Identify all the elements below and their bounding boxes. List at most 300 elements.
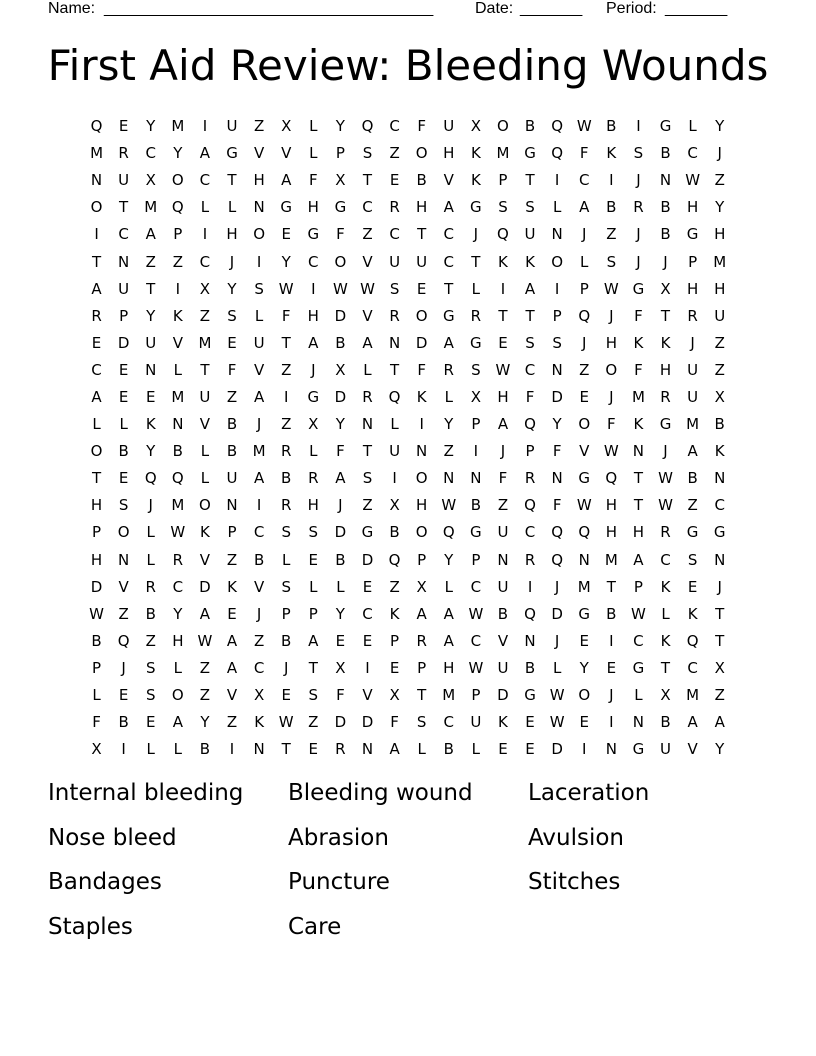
grid-cell: J [609,686,614,705]
grid-cell: Z [389,144,400,163]
grid-cell: U [389,252,401,271]
grid-cell: P [579,279,589,298]
grid-cell: N [714,469,726,488]
grid-row [83,465,734,492]
grid-cell: K [470,171,481,190]
grid-cell: Z [497,496,509,515]
grid-cell: D [334,713,347,732]
grid-cell: S [227,306,237,325]
grid-cell: L [119,415,128,434]
grid-cell: D [334,387,347,406]
grid-cell: V [199,550,211,569]
grid-cell: U [389,442,401,461]
grid-cell: X [199,279,211,298]
grid-cell: B [253,550,265,569]
grid-cell: K [633,333,644,352]
grid-cell: K [145,415,156,434]
grid-cell: O [117,523,130,542]
grid-cell: F [336,225,345,244]
grid-cell: M [252,442,266,461]
grid-cell: G [632,740,645,759]
grid-cell: L [200,442,210,461]
grid-cell: U [226,469,238,488]
grid-cell: Z [714,171,725,190]
grid-cell: H [605,496,617,515]
grid-cell: O [415,469,428,488]
grid-cell: C [362,198,373,217]
grid-cell: Q [171,198,184,217]
grid-cell: F [607,415,616,434]
grid-cell: Z [145,252,156,271]
grid-cell: E [145,387,156,406]
grid-cell: E [281,686,291,705]
grid-cell: T [417,225,427,244]
grid-cell: O [605,360,618,379]
grid-cell: P [633,577,643,596]
grid-cell: Z [308,713,319,732]
grid-cell: S [498,198,508,217]
grid-cell: T [417,686,427,705]
grid-cell: Y [146,117,156,136]
word-list-item: Avulsion [528,824,624,851]
grid-cell: N [659,171,672,190]
grid-cell: G [578,469,591,488]
grid-cell: J [636,252,641,271]
grid-cell: N [145,360,157,379]
grid-cell: L [173,360,182,379]
grid-cell: I [229,740,235,759]
grid-cell: C [253,523,265,542]
grid-cell: R [470,306,482,325]
grid-cell: J [229,252,235,271]
grid-cell: W [549,713,565,732]
name-label: Name: [48,0,96,17]
grid-cell: K [200,523,210,542]
grid-cell: V [253,360,265,379]
grid-cell: L [146,523,155,542]
grid-cell: N [90,171,103,190]
date-label: Date: [475,0,514,17]
grid-cell: X [253,686,265,705]
grid-cell: M [90,144,104,163]
grid-cell: O [497,117,509,136]
grid-cell: E [227,333,237,352]
grid-cell: V [253,144,265,163]
grid-cell: U [660,740,671,759]
grid-cell: R [443,360,454,379]
grid-cell: M [686,686,700,705]
grid-cell: S [254,279,264,298]
grid-cell: S [606,252,617,271]
grid-cell: G [334,198,347,217]
grid-cell: H [659,360,672,379]
grid-cell: A [443,631,454,650]
grid-cell: L [92,415,101,434]
grid-cell: O [551,252,564,271]
grid-cell: N [605,740,617,759]
grid-cell: Q [578,523,591,542]
grid-cell: I [202,117,208,136]
grid-cell: X [714,658,725,677]
grid-cell: Z [714,360,725,379]
grid-cell: I [94,225,99,244]
grid-cell: A [633,550,644,569]
grid-cell: B [443,740,454,759]
grid-cell: S [281,577,291,596]
grid-cell: A [389,740,400,759]
grid-cell: I [175,279,181,298]
grid-cell: O [578,415,591,434]
grid-row [83,628,734,655]
grid-cell: O [90,442,103,461]
grid-cell: G [659,117,672,136]
grid-cell: Q [388,550,401,569]
grid-cell: A [308,333,319,352]
grid-cell: N [226,496,238,515]
grid-cell: Z [714,333,725,352]
grid-cell: Z [714,686,725,705]
grid-cell: P [471,550,481,569]
period-label: Period: [606,0,657,17]
grid-cell: Z [226,713,238,732]
grid-cell: B [714,415,725,434]
grid-cell: L [634,686,643,705]
grid-cell: J [663,442,668,461]
grid-cell: V [118,577,129,596]
grid-cell: A [524,279,536,298]
grid-cell: S [118,496,129,515]
grid-cell: B [281,631,292,650]
grid-cell: E [362,631,373,650]
grid-cell: L [309,577,318,596]
grid-cell: X [416,577,427,596]
grid-cell: Z [362,496,373,515]
grid-cell: G [470,198,482,217]
grid-cell: L [227,198,237,217]
grid-cell: X [470,387,481,406]
grid-cell: Z [606,225,617,244]
grid-cell: V [443,171,454,190]
grid-cell: Z [281,360,292,379]
grid-cell: W [685,171,701,190]
grid-cell: H [605,523,617,542]
grid-cell: M [198,333,212,352]
grid-cell: Q [144,469,157,488]
grid-cell: J [256,604,262,623]
grid-cell: X [660,279,671,298]
grid-cell: N [578,550,590,569]
grid-cell: E [579,387,589,406]
grid-cell: Q [524,415,536,434]
grid-cell: K [389,604,400,623]
grid-cell: I [554,171,560,190]
grid-cell: J [554,631,560,650]
grid-cell: E [118,387,129,406]
grid-cell: Y [715,117,725,136]
grid-cell: L [92,686,101,705]
grid-cell: B [118,442,129,461]
grid-cell: P [417,658,427,677]
grid-cell: I [311,279,316,298]
grid-cell: T [633,496,643,515]
grid-cell: N [388,333,401,352]
grid-cell: Z [118,604,129,623]
grid-cell: I [392,469,397,488]
grid-cell: X [389,686,400,705]
grid-cell: M [686,415,700,434]
word-search-grid [83,113,734,763]
grid-cell: N [253,740,265,759]
grid-cell: L [309,117,318,136]
grid-cell: W [495,360,511,379]
grid-cell: T [715,604,725,623]
grid-cell: R [172,550,184,569]
grid-cell: V [172,333,183,352]
word-list-item: Puncture [288,869,390,895]
grid-cell: Q [90,117,103,136]
grid-cell: P [173,225,183,244]
grid-cell: B [145,604,156,623]
grid-cell: J [663,252,668,271]
grid-cell: H [416,198,428,217]
grid-cell: M [631,387,645,406]
grid-cell: G [280,198,293,217]
grid-cell: A [172,713,183,732]
grid-cell: Q [551,523,564,542]
grid-cell: L [309,442,318,461]
grid-cell: O [415,144,428,163]
date-line: _______ [520,0,583,17]
grid-row [83,736,734,763]
grid-cell: E [498,740,508,759]
grid-cell: C [91,360,102,379]
grid-cell: J [636,171,641,190]
grid-cell: W [278,713,294,732]
grid-cell: S [281,523,291,542]
grid-row [83,438,734,465]
grid-cell: A [687,713,698,732]
grid-cell: C [199,252,211,271]
grid-cell: I [256,496,262,515]
grid-cell: P [688,252,698,271]
grid-cell: L [417,740,426,759]
grid-row [83,519,734,546]
grid-row [83,303,734,330]
grid-row [83,276,734,303]
grid-cell: J [609,387,614,406]
grid-cell: J [500,442,506,461]
grid-row [83,682,734,709]
grid-cell: A [687,442,698,461]
grid-cell: Z [281,415,292,434]
grid-cell: P [471,686,481,705]
grid-cell: X [91,740,102,759]
grid-cell: T [389,360,400,379]
grid-cell: Z [226,550,238,569]
grid-cell: X [335,360,346,379]
grid-cell: W [576,117,592,136]
grid-cell: T [498,306,508,325]
grid-cell: H [253,171,265,190]
grid-cell: L [173,658,182,677]
grid-row [83,547,734,574]
grid-cell: C [308,252,319,271]
grid-row [83,574,734,601]
grid-cell: J [582,225,587,244]
grid-cell: P [525,442,535,461]
grid-cell: M [144,198,158,217]
grid-row [83,167,734,194]
grid-cell: F [227,360,237,379]
word-list-item: Laceration [528,780,650,806]
grid-cell: T [146,279,156,298]
grid-cell: E [498,333,508,352]
grid-cell: R [362,387,373,406]
grid-cell: W [441,496,457,515]
grid-cell: W [576,496,592,515]
grid-cell: Q [605,469,618,488]
grid-cell: G [659,415,672,434]
grid-cell: R [389,306,400,325]
grid-cell: U [524,225,536,244]
grid-cell: Z [199,686,211,705]
grid-cell: B [172,442,183,461]
grid-cell: U [118,279,130,298]
grid-cell: S [525,333,535,352]
grid-cell: R [145,577,156,596]
word-list-item: Stitches [528,869,621,895]
grid-cell: L [200,198,210,217]
grid-cell: P [417,550,427,569]
grid-cell: Q [361,117,374,136]
grid-cell: T [200,360,210,379]
grid-cell: X [335,171,346,190]
grid-cell: N [443,469,455,488]
grid-cell: Q [497,225,509,244]
grid-row [83,113,734,140]
grid-cell: L [309,144,318,163]
grid-cell: F [498,469,508,488]
grid-cell: E [145,713,156,732]
grid-cell: J [283,658,289,677]
grid-cell: S [687,550,698,569]
grid-cell: Z [579,360,590,379]
grid-cell: O [253,225,266,244]
grid-cell: X [335,658,346,677]
grid-cell: W [549,686,565,705]
grid-cell: B [606,198,617,217]
grid-cell: L [471,279,481,298]
grid-cell: C [524,360,536,379]
grid-cell: M [577,577,591,596]
grid-cell: L [173,740,182,759]
grid-cell: F [579,144,589,163]
grid-cell: B [524,658,536,677]
grid-cell: L [200,469,210,488]
grid-cell: E [308,550,319,569]
grid-cell: V [497,631,509,650]
grid-cell: N [497,550,509,569]
grid-cell: N [551,360,563,379]
grid-cell: J [609,306,614,325]
grid-cell: C [524,523,536,542]
grid-cell: I [609,171,614,190]
grid-cell: R [633,198,644,217]
grid-cell: F [336,686,345,705]
word-list-item: Internal bleeding [48,780,244,806]
grid-cell: J [554,577,560,596]
grid-cell: F [336,442,345,461]
grid-cell: G [686,225,699,244]
grid-cell: X [145,171,156,190]
grid-cell: B [389,523,400,542]
grid-cell: U [145,333,157,352]
grid-cell: Y [146,306,156,325]
grid-cell: H [605,333,617,352]
grid-row [83,709,734,736]
grid-cell: Q [442,523,455,542]
grid-cell: O [578,686,591,705]
grid-cell: X [389,496,400,515]
grid-cell: U [497,577,509,596]
grid-cell: H [714,225,726,244]
grid-cell: Z [145,631,156,650]
grid-cell: K [227,577,237,596]
grid-cell: N [416,442,428,461]
grid-cell: A [579,198,590,217]
grid-cell: K [525,252,535,271]
grid-cell: U [497,523,509,542]
grid-cell: U [199,387,211,406]
grid-cell: K [660,577,671,596]
grid-cell: Z [172,252,183,271]
grid-cell: K [660,631,671,650]
grid-cell: C [389,117,400,136]
grid-cell: C [660,550,671,569]
grid-cell: R [280,496,292,515]
word-list-item: Bleeding wound [288,780,473,806]
grid-cell: T [660,306,671,325]
grid-cell: W [332,279,348,298]
grid-cell: A [281,171,292,190]
grid-cell: J [582,333,587,352]
grid-cell: Y [335,117,345,136]
grid-cell: J [338,496,343,515]
grid-cell: T [633,469,643,488]
grid-cell: I [582,740,587,759]
grid-cell: G [686,523,699,542]
period-line: _______ [665,0,728,17]
grid-cell: I [636,117,641,136]
grid-cell: S [416,713,427,732]
grid-cell: H [686,279,699,298]
grid-cell: T [227,171,237,190]
grid-cell: V [226,686,238,705]
grid-cell: E [606,658,617,677]
grid-cell: B [226,442,238,461]
word-list-item: Abrasion [288,824,389,851]
grid-cell: J [717,577,722,596]
grid-cell: L [282,550,291,569]
grid-cell: V [579,442,590,461]
grid-cell: A [335,469,346,488]
grid-cell: E [227,604,237,623]
grid-cell: N [632,713,645,732]
grid-cell: E [579,713,589,732]
grid-cell: A [362,333,373,352]
grid-cell: H [443,658,455,677]
grid-cell: A [226,658,238,677]
